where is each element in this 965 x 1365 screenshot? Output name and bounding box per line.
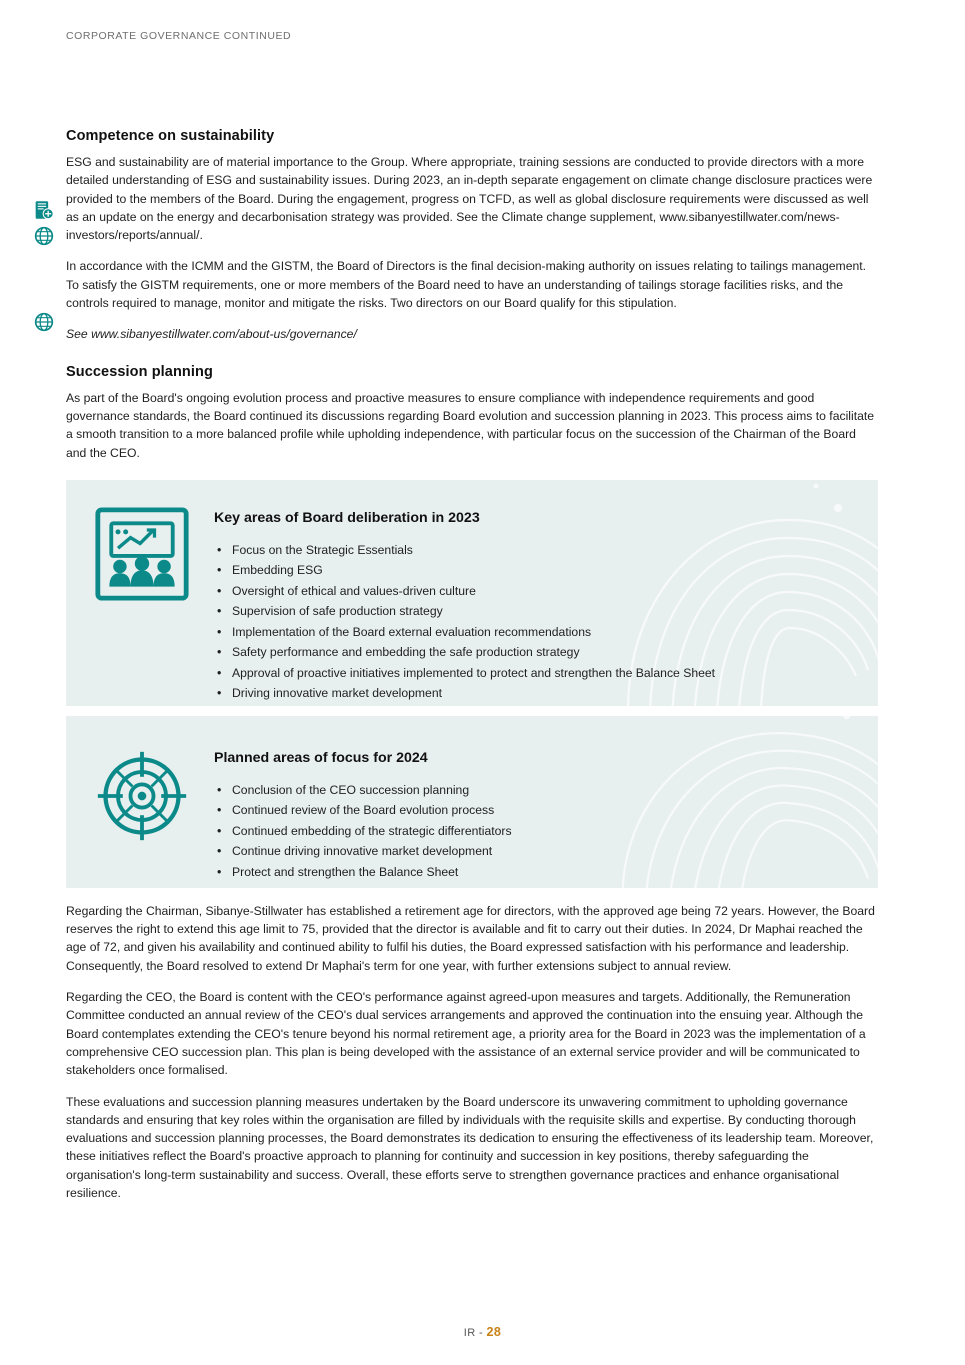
panel-planned-focus-2024: [66, 716, 878, 888]
panel-body: [214, 744, 850, 883]
list-item: • Continued embedding of the strategic differentiators: [214, 821, 850, 842]
paragraph-ceo: Regarding the CEO, the Board is content with the CEO's performance against agreed-upon measures and targets. Additionally, the Remuneration Committee conducted an annual review of the CEO's dual services arrangements and approved the continuation into the ensuing year. Although the Board contemplates extending the CEO's tenure beyond his normal retirement age, a priority area for the Board in 2023 was the implementation of a comprehensive CEO succession plan. This plan is being developed with the assistance of an external service provider and will be communicated to stakeholders once formalised.: [66, 990, 866, 1078]
paragraph-competence-1: ESG and sustainability are of material importance to the Group. Where appropriate, training sessions are conducted to provide directors with a more detailed understanding of ESG and sustainability issues. During 2023, an in-depth separate engagement on climate change disclosure practices were provided to the members of the Board. During the engagement, progress on TCFD, as well as global disclosure requirements were discussed as well as an update on the energy and decarbonisation strategy was provided. See the Climate change supplement, www.sibanyestillwater.com/news-investors/reports/annual/.: [66, 155, 873, 243]
target-focus-icon: [94, 748, 190, 844]
section-title-competence: Competence on sustainability: [66, 128, 275, 144]
target-focus-icon-glyph: [94, 748, 190, 844]
panel-bullet-list: [214, 540, 850, 704]
globe-link-icon-glyph: [34, 226, 54, 246]
panel-title: Key areas of Board deliberation in 2023: [214, 509, 480, 526]
globe-link-icon-glyph: [34, 312, 54, 332]
panel-bullet-list: [214, 780, 850, 883]
panel-inner: [66, 480, 878, 706]
board-deliberation-icon-glyph: [94, 506, 190, 602]
board-deliberation-icon: [94, 506, 190, 602]
paragraph-governance-link: See www.sibanyestillwater.com/about-us/governance/: [66, 327, 357, 342]
list-item: • Driving innovative market development: [214, 683, 850, 704]
panel-body: [214, 504, 850, 704]
list-item: • Continue driving innovative market development: [214, 841, 850, 862]
document-plus-icon-glyph: [34, 200, 54, 220]
globe-link-icon[interactable]: [34, 312, 54, 332]
list-item: • Implementation of the Board external evaluation recommendations: [214, 622, 850, 643]
running-header: CORPORATE GOVERNANCE CONTINUED: [66, 30, 292, 42]
list-item: • Protect and strengthen the Balance Sheet: [214, 862, 850, 883]
globe-link-icon[interactable]: [34, 226, 54, 246]
list-item: • Safety performance and embedding the safe production strategy: [214, 642, 850, 663]
list-item: • Continued review of the Board evolution process: [214, 800, 850, 821]
panel-key-areas-2023: [66, 480, 878, 706]
page-number: 28: [486, 1325, 502, 1339]
list-item: • Focus on the Strategic Essentials: [214, 540, 850, 561]
page-footer: [0, 1325, 965, 1339]
panel-inner: [66, 716, 878, 888]
list-item: • Supervision of safe production strategy: [214, 601, 850, 622]
paragraph-competence-2: In accordance with the ICMM and the GISTM, the Board of Directors is the final decision-making authority on issues relating to tailings management. To satisfy the GISTM requirements, one or more members of the Board need to have an understanding of tailings storage facilities risks, and the controls required to manage, monitor and mitigate the risks. Two directors on our Board qualify for this stipulation.: [66, 259, 867, 311]
closing-text: [66, 902, 878, 1202]
paragraph-evaluations: These evaluations and succession planning measures undertaken by the Board underscore its unwavering commitment to upholding governance standards and ensuring that key roles within the organisation are filled by individuals with the requisite skills and expertise. By conducting thorough evaluations and succession planning processes, the Board demonstrates its dedication to ensuring the effectiveness of its leadership team. Moreover, these initiatives reflect the Board's proactive approach to planning for continuity and succession in key positions, thereby safeguarding the organisation's long-term sustainability and success. Overall, these efforts serve to strengthen governance practices and enhance organisational resilience.: [66, 1094, 874, 1201]
section-title-succession: Succession planning: [66, 363, 213, 380]
list-item: • Oversight of ethical and values-driven culture: [214, 581, 850, 602]
paragraph-chairman: Regarding the Chairman, Sibanye-Stillwater has established a retirement age for directors, with the approved age being 72 years. However, the Board reserves the right to extend this age limit to 75, provided that the director is available and fit to carry out their duties. In 2024, Dr Maphai reached the age of 72, and given his availability and continued ability to fulfil his duties, the Board expressed satisfaction with his performance and leadership. Consequently, the Board resolved to extend Dr Maphai's term for one year, with further extensions subject to annual review.: [66, 903, 875, 973]
list-item: • Approval of proactive initiatives implemented to protect and strengthen the Balance Sheet: [214, 663, 850, 684]
document-plus-icon[interactable]: [34, 200, 54, 220]
list-item: • Embedding ESG: [214, 560, 850, 581]
list-item: • Conclusion of the CEO succession planning: [214, 780, 850, 801]
paragraph-succession-1: As part of the Board's ongoing evolution process and proactive measures to ensure compliance with independence requirements and good governance standards, the Board continued its discussions regarding Board evolution and succession planning in 2023. This process aims to facilitate a smooth transition to a more balanced profile while upholding independence, with particular focus on the succession of the Chairman of the Board and the CEO.: [66, 390, 875, 460]
panel-title: Planned areas of focus for 2024: [214, 749, 428, 766]
footer-prefix: IR -: [463, 1327, 484, 1339]
main-content: [66, 128, 878, 1215]
